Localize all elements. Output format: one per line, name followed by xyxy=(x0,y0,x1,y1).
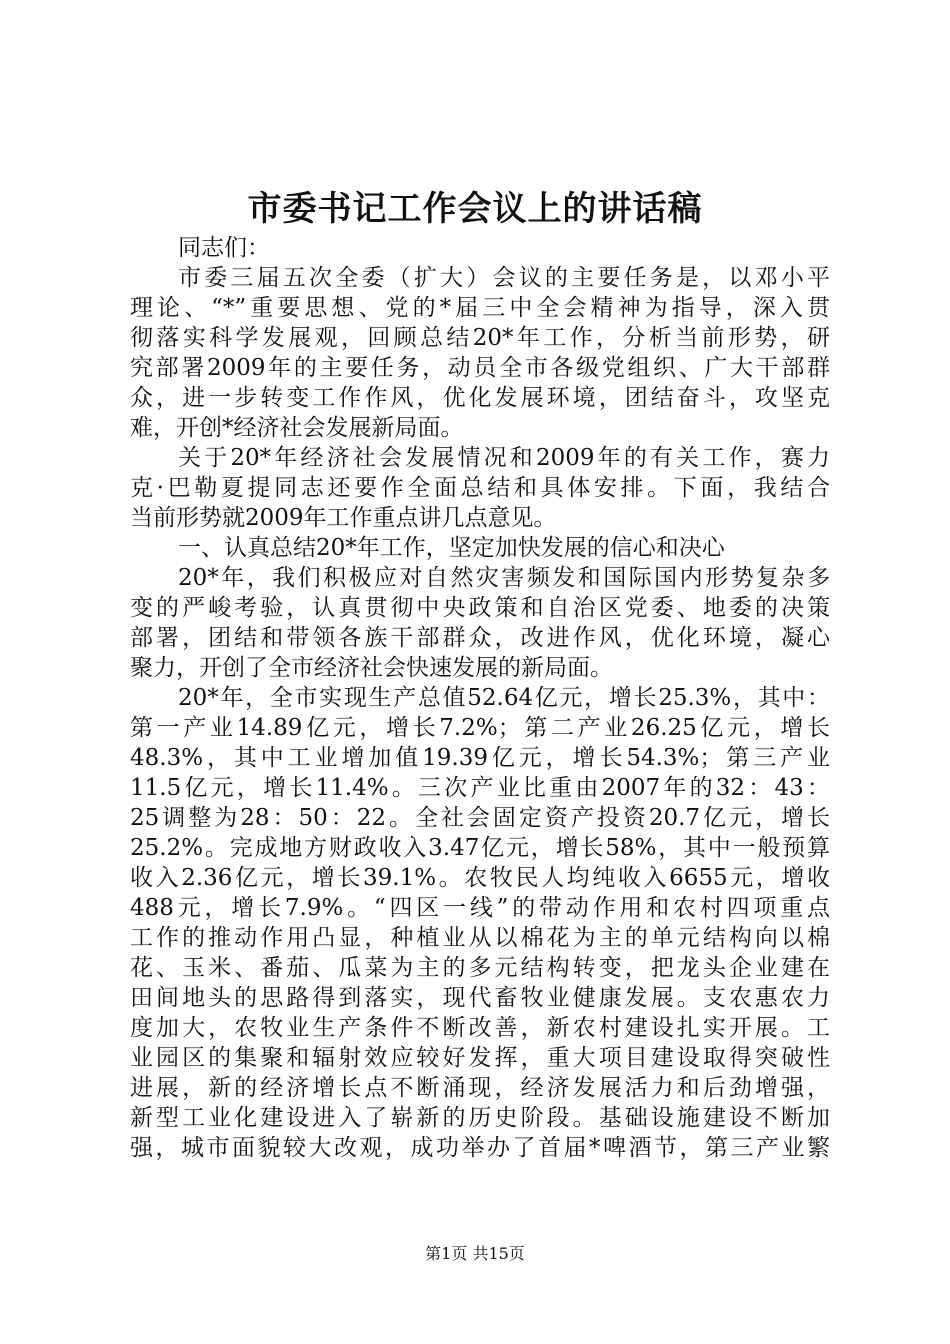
text-line: 新型工业化建设进入了崭新的历史阶段。基础设施建设不断加 xyxy=(130,1105,830,1131)
text-line: 难，开创*经济社会发展新局面。 xyxy=(130,415,464,441)
document-title: 市委书记工作会议上的讲话稿 xyxy=(247,189,703,229)
text-line: 聚力，开创了全市经济社会快速发展的新局面。 xyxy=(130,655,613,681)
salutation-line: 同志们： xyxy=(178,235,270,261)
section-heading: 一、认真总结20*年工作，坚定加快发展的信心和决心 xyxy=(178,535,725,561)
text-line: 彻落实科学发展观，回顾总结20*年工作，分析当前形势，研 xyxy=(130,325,830,351)
document-body xyxy=(130,233,830,1163)
text-line: 工作的推动作用凸显，种植业从以棉花为主的单元结构向以棉 xyxy=(130,925,830,951)
text-line: 田间地头的思路得到落实，现代畜牧业健康发展。支农惠农力 xyxy=(130,985,830,1011)
text-line: 理论、“*”重要思想、党的*届三中全会精神为指导，深入贯 xyxy=(130,295,830,321)
text-line: 48.3%，其中工业增加值19.39亿元，增长54.3%；第三产业 xyxy=(130,745,830,771)
text-line: 花、玉米、番茄、瓜菜为主的多元结构转变，把龙头企业建在 xyxy=(130,955,830,981)
text-line: 市委三届五次全委（扩大）会议的主要任务是，以邓小平 xyxy=(178,265,830,291)
text-line: 当前形势就2009年工作重点讲几点意见。 xyxy=(130,505,557,531)
text-line: 究部署2009年的主要任务，动员全市各级党组织、广大干部群 xyxy=(130,355,830,381)
text-line: 强，城市面貌较大改观，成功举办了首届*啤酒节，第三产业繁 xyxy=(130,1135,830,1161)
text-line: 部署，团结和带领各族干部群众，改进作风，优化环境，凝心 xyxy=(130,625,830,651)
text-line: 进展，新的经济增长点不断涌现，经济发展活力和后劲增强， xyxy=(130,1075,830,1101)
text-line: 关于20*年经济社会发展情况和2009年的有关工作，赛力 xyxy=(178,445,830,471)
text-line: 业园区的集聚和辐射效应较好发挥，重大项目建设取得突破性 xyxy=(130,1045,830,1071)
text-line: 第一产业14.89亿元，增长7.2%；第二产业26.25亿元，增长 xyxy=(130,715,830,741)
text-line: 克·巴勒夏提同志还要作全面总结和具体安排。下面，我结合 xyxy=(130,475,830,501)
text-line: 20*年，我们积极应对自然灾害频发和国际国内形势复杂多 xyxy=(178,565,830,591)
page-footer: 第1页 共15页 xyxy=(425,1244,525,1263)
text-line: 25调整为28：50：22。全社会固定资产投资20.7亿元，增长 xyxy=(130,805,830,831)
text-line: 众，进一步转变工作作风，优化发展环境，团结奋斗，攻坚克 xyxy=(130,385,830,411)
text-line: 度加大，农牧业生产条件不断改善，新农村建设扎实开展。工 xyxy=(130,1015,830,1041)
text-line: 11.5亿元，增长11.4%。三次产业比重由2007年的32：43： xyxy=(130,775,830,801)
text-line: 488元，增长7.9%。“四区一线”的带动作用和农村四项重点 xyxy=(130,895,830,921)
text-line: 25.2%。完成地方财政收入3.47亿元，增长58%，其中一般预算 xyxy=(130,835,830,861)
text-line: 变的严峻考验，认真贯彻中央政策和自治区党委、地委的决策 xyxy=(130,595,830,621)
text-line: 收入2.36亿元，增长39.1%。农牧民人均纯收入6655元，增收 xyxy=(130,865,830,891)
text-line: 20*年，全市实现生产总值52.64亿元，增长25.3%，其中： xyxy=(178,685,830,711)
